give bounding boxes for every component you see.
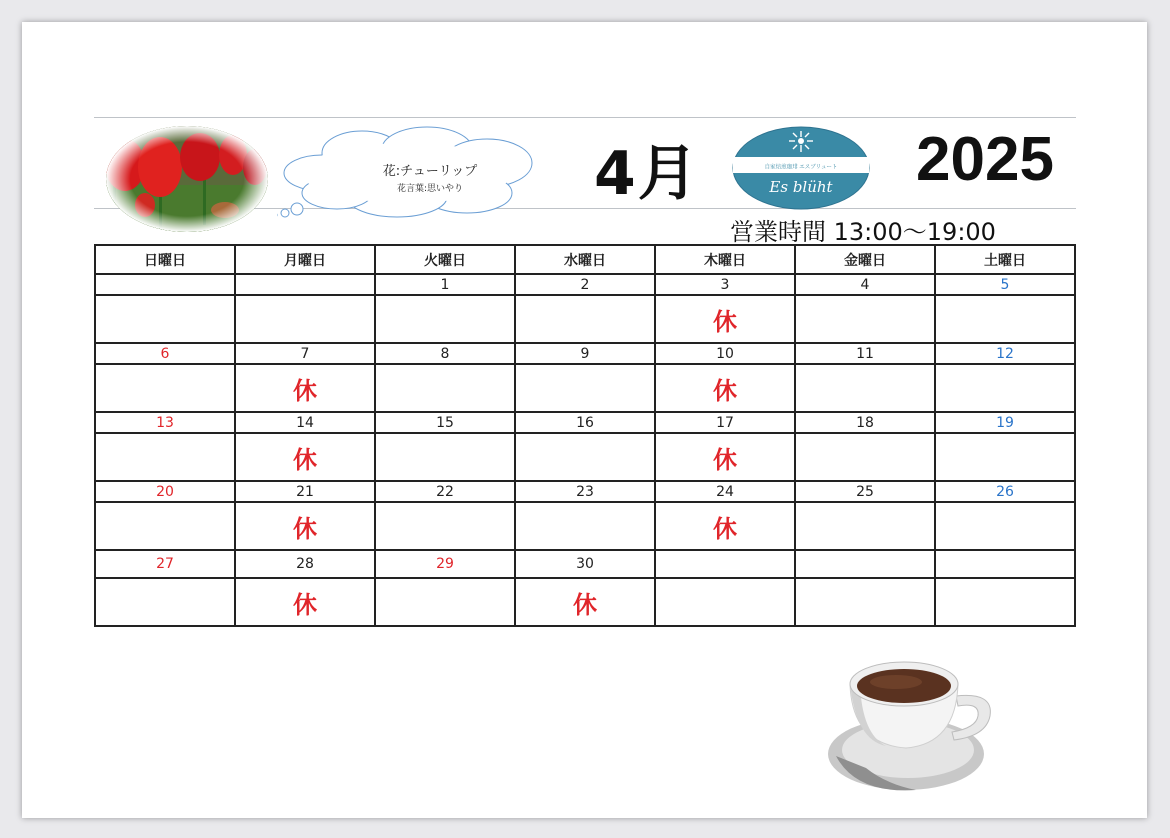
calendar-table — [94, 244, 1076, 627]
date-cell: 15 — [375, 412, 515, 433]
date-cell: 5 — [935, 274, 1075, 295]
date-cell: 16 — [515, 412, 655, 433]
day-cell — [795, 578, 935, 626]
header-top-rule — [94, 117, 1076, 118]
month-title: 4月 — [594, 139, 700, 209]
date-cell: 30 — [515, 550, 655, 578]
coffee-cup-illustration — [826, 644, 996, 796]
date-cell: 18 — [795, 412, 935, 433]
date-cell: 28 — [235, 550, 375, 578]
date-cell — [655, 550, 795, 578]
date-row — [95, 481, 1075, 502]
flower-language: 花言葉:思いやり — [396, 184, 464, 194]
date-cell: 13 — [95, 412, 235, 433]
date-cell: 19 — [935, 412, 1075, 433]
date-cell: 26 — [935, 481, 1075, 502]
day-cell — [95, 364, 235, 412]
day-cell — [935, 295, 1075, 343]
weekday-header: 金曜日 — [795, 245, 935, 274]
date-cell: 6 — [95, 343, 235, 364]
day-cell — [795, 295, 935, 343]
closed-day-mark: 休 — [235, 364, 375, 412]
date-cell: 17 — [655, 412, 795, 433]
day-cell — [375, 578, 515, 626]
closed-day-mark: 休 — [235, 578, 375, 626]
calendar-page — [22, 22, 1147, 818]
date-row — [95, 550, 1075, 578]
day-cell — [95, 578, 235, 626]
date-cell — [235, 274, 375, 295]
closed-day-mark: 休 — [655, 364, 795, 412]
date-cell: 20 — [95, 481, 235, 502]
day-cell — [375, 295, 515, 343]
date-cell: 8 — [375, 343, 515, 364]
date-cell — [795, 550, 935, 578]
logo-tagline: 自家焙煎珈琲 エスブリュート — [764, 164, 838, 171]
day-cell — [375, 502, 515, 550]
date-row — [95, 412, 1075, 433]
day-cell — [935, 578, 1075, 626]
date-cell: 3 — [655, 274, 795, 295]
year-title: 2025 — [916, 125, 1054, 194]
day-cell — [95, 502, 235, 550]
day-cell — [235, 295, 375, 343]
day-cell — [515, 364, 655, 412]
date-cell: 7 — [235, 343, 375, 364]
day-cell — [795, 364, 935, 412]
closed-day-mark: 休 — [655, 502, 795, 550]
closed-day-mark: 休 — [655, 433, 795, 481]
date-cell: 1 — [375, 274, 515, 295]
date-cell: 2 — [515, 274, 655, 295]
date-cell: 10 — [655, 343, 795, 364]
day-cell — [375, 433, 515, 481]
weekday-header-row — [95, 245, 1075, 274]
status-row — [95, 578, 1075, 626]
weekday-header: 火曜日 — [375, 245, 515, 274]
status-row — [95, 364, 1075, 412]
date-cell — [95, 274, 235, 295]
status-row — [95, 502, 1075, 550]
date-cell: 22 — [375, 481, 515, 502]
date-cell: 23 — [515, 481, 655, 502]
day-cell — [935, 364, 1075, 412]
weekday-header: 水曜日 — [515, 245, 655, 274]
date-cell: 25 — [795, 481, 935, 502]
cafe-logo — [731, 125, 871, 211]
date-cell: 27 — [95, 550, 235, 578]
date-cell: 12 — [935, 343, 1075, 364]
date-cell: 9 — [515, 343, 655, 364]
date-row — [95, 274, 1075, 295]
day-cell — [795, 502, 935, 550]
date-cell: 11 — [795, 343, 935, 364]
day-cell — [375, 364, 515, 412]
tulip-photo — [105, 125, 269, 233]
closed-day-mark: 休 — [655, 295, 795, 343]
status-row — [95, 295, 1075, 343]
day-cell — [515, 295, 655, 343]
weekday-header: 日曜日 — [95, 245, 235, 274]
date-row — [95, 343, 1075, 364]
day-cell — [515, 433, 655, 481]
weekday-header: 木曜日 — [655, 245, 795, 274]
weekday-header: 月曜日 — [235, 245, 375, 274]
status-row — [95, 433, 1075, 481]
day-cell — [515, 502, 655, 550]
flower-name: 花:チューリップ — [382, 164, 478, 179]
date-cell: 14 — [235, 412, 375, 433]
closed-day-mark: 休 — [235, 502, 375, 550]
date-cell: 21 — [235, 481, 375, 502]
date-cell — [935, 550, 1075, 578]
day-cell — [95, 295, 235, 343]
day-cell — [935, 502, 1075, 550]
business-hours: 営業時間 13:00～19:00 — [730, 218, 996, 246]
date-cell: 29 — [375, 550, 515, 578]
day-cell — [95, 433, 235, 481]
weekday-header: 土曜日 — [935, 245, 1075, 274]
closed-day-mark: 休 — [515, 578, 655, 626]
closed-day-mark: 休 — [235, 433, 375, 481]
date-cell: 4 — [795, 274, 935, 295]
day-cell — [655, 578, 795, 626]
date-cell: 24 — [655, 481, 795, 502]
day-cell — [795, 433, 935, 481]
logo-name: Es blüht — [769, 178, 833, 196]
day-cell — [935, 433, 1075, 481]
